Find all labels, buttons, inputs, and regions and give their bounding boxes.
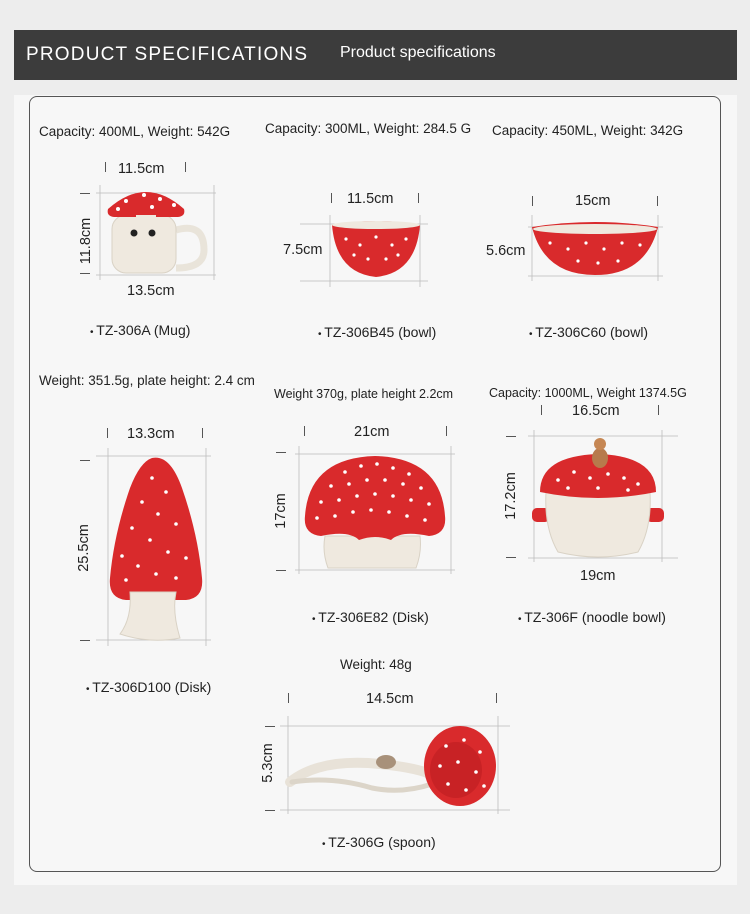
spec-header <box>14 30 737 80</box>
mug-height: 11.8cm <box>78 217 94 265</box>
noodle-bowl-sku: • TZ-306F (noodle bowl) <box>518 609 666 625</box>
bowl-c60-width: 15cm <box>575 193 611 209</box>
spoon-height: 5.3cm <box>260 743 276 783</box>
bowl-b45-spec: Capacity: 300ML, Weight: 284.5 G <box>265 121 472 136</box>
bowl-c60-height: 5.6cm <box>486 243 526 259</box>
disk-e82-image <box>295 446 460 576</box>
bowl-b45-sku: • TZ-306B45 (bowl) <box>318 324 436 340</box>
bowl-c60-spec: Capacity: 450ML, Weight: 342G <box>492 123 684 138</box>
disk-d100-sku: • TZ-306D100 (Disk) <box>86 679 211 695</box>
noodle-bowl-base: 19cm <box>580 568 616 584</box>
header-title: Product specifications <box>340 44 496 61</box>
spoon-width: 14.5cm <box>366 691 414 707</box>
spoon-sku: • TZ-306G (spoon) <box>322 834 436 850</box>
noodle-bowl-height: 17.2cm <box>503 472 519 520</box>
header-title-caps: PRODUCT SPECIFICATIONS <box>26 44 309 65</box>
bowl-c60-image <box>528 215 668 285</box>
disk-d100-spec: Weight: 351.5g, plate height: 2.4 cm <box>39 373 255 388</box>
disk-d100-height: 25.5cm <box>76 524 92 572</box>
mug-spec: Capacity: 400ML, Weight: 542G <box>39 124 231 139</box>
mug-image <box>96 185 221 285</box>
disk-e82-height: 17cm <box>273 493 289 529</box>
disk-d100-image <box>96 448 216 648</box>
bowl-b45-image <box>300 215 430 290</box>
disk-e82-spec: Weight 370g, plate height 2.2cm <box>274 387 454 401</box>
bowl-b45-width: 11.5cm <box>347 191 394 207</box>
disk-e82-width: 21cm <box>354 424 390 440</box>
noodle-bowl-width: 16.5cm <box>572 403 620 419</box>
mug-width: 11.5cm <box>118 161 165 177</box>
disk-e82-sku: • TZ-306E82 (Disk) <box>312 609 429 625</box>
bowl-c60-sku: • TZ-306C60 (bowl) <box>529 324 648 340</box>
spoon-image <box>280 716 515 816</box>
spoon-spec: Weight: 48g <box>340 657 412 672</box>
noodle-bowl-image <box>528 430 683 565</box>
mug-base: 13.5cm <box>127 283 175 299</box>
noodle-bowl-spec: Capacity: 1000ML, Weight 1374.5G <box>489 386 687 400</box>
bowl-b45-height: 7.5cm <box>283 242 323 258</box>
disk-d100-width: 13.3cm <box>127 426 175 442</box>
mug-sku: • TZ-306A (Mug) <box>90 322 190 338</box>
